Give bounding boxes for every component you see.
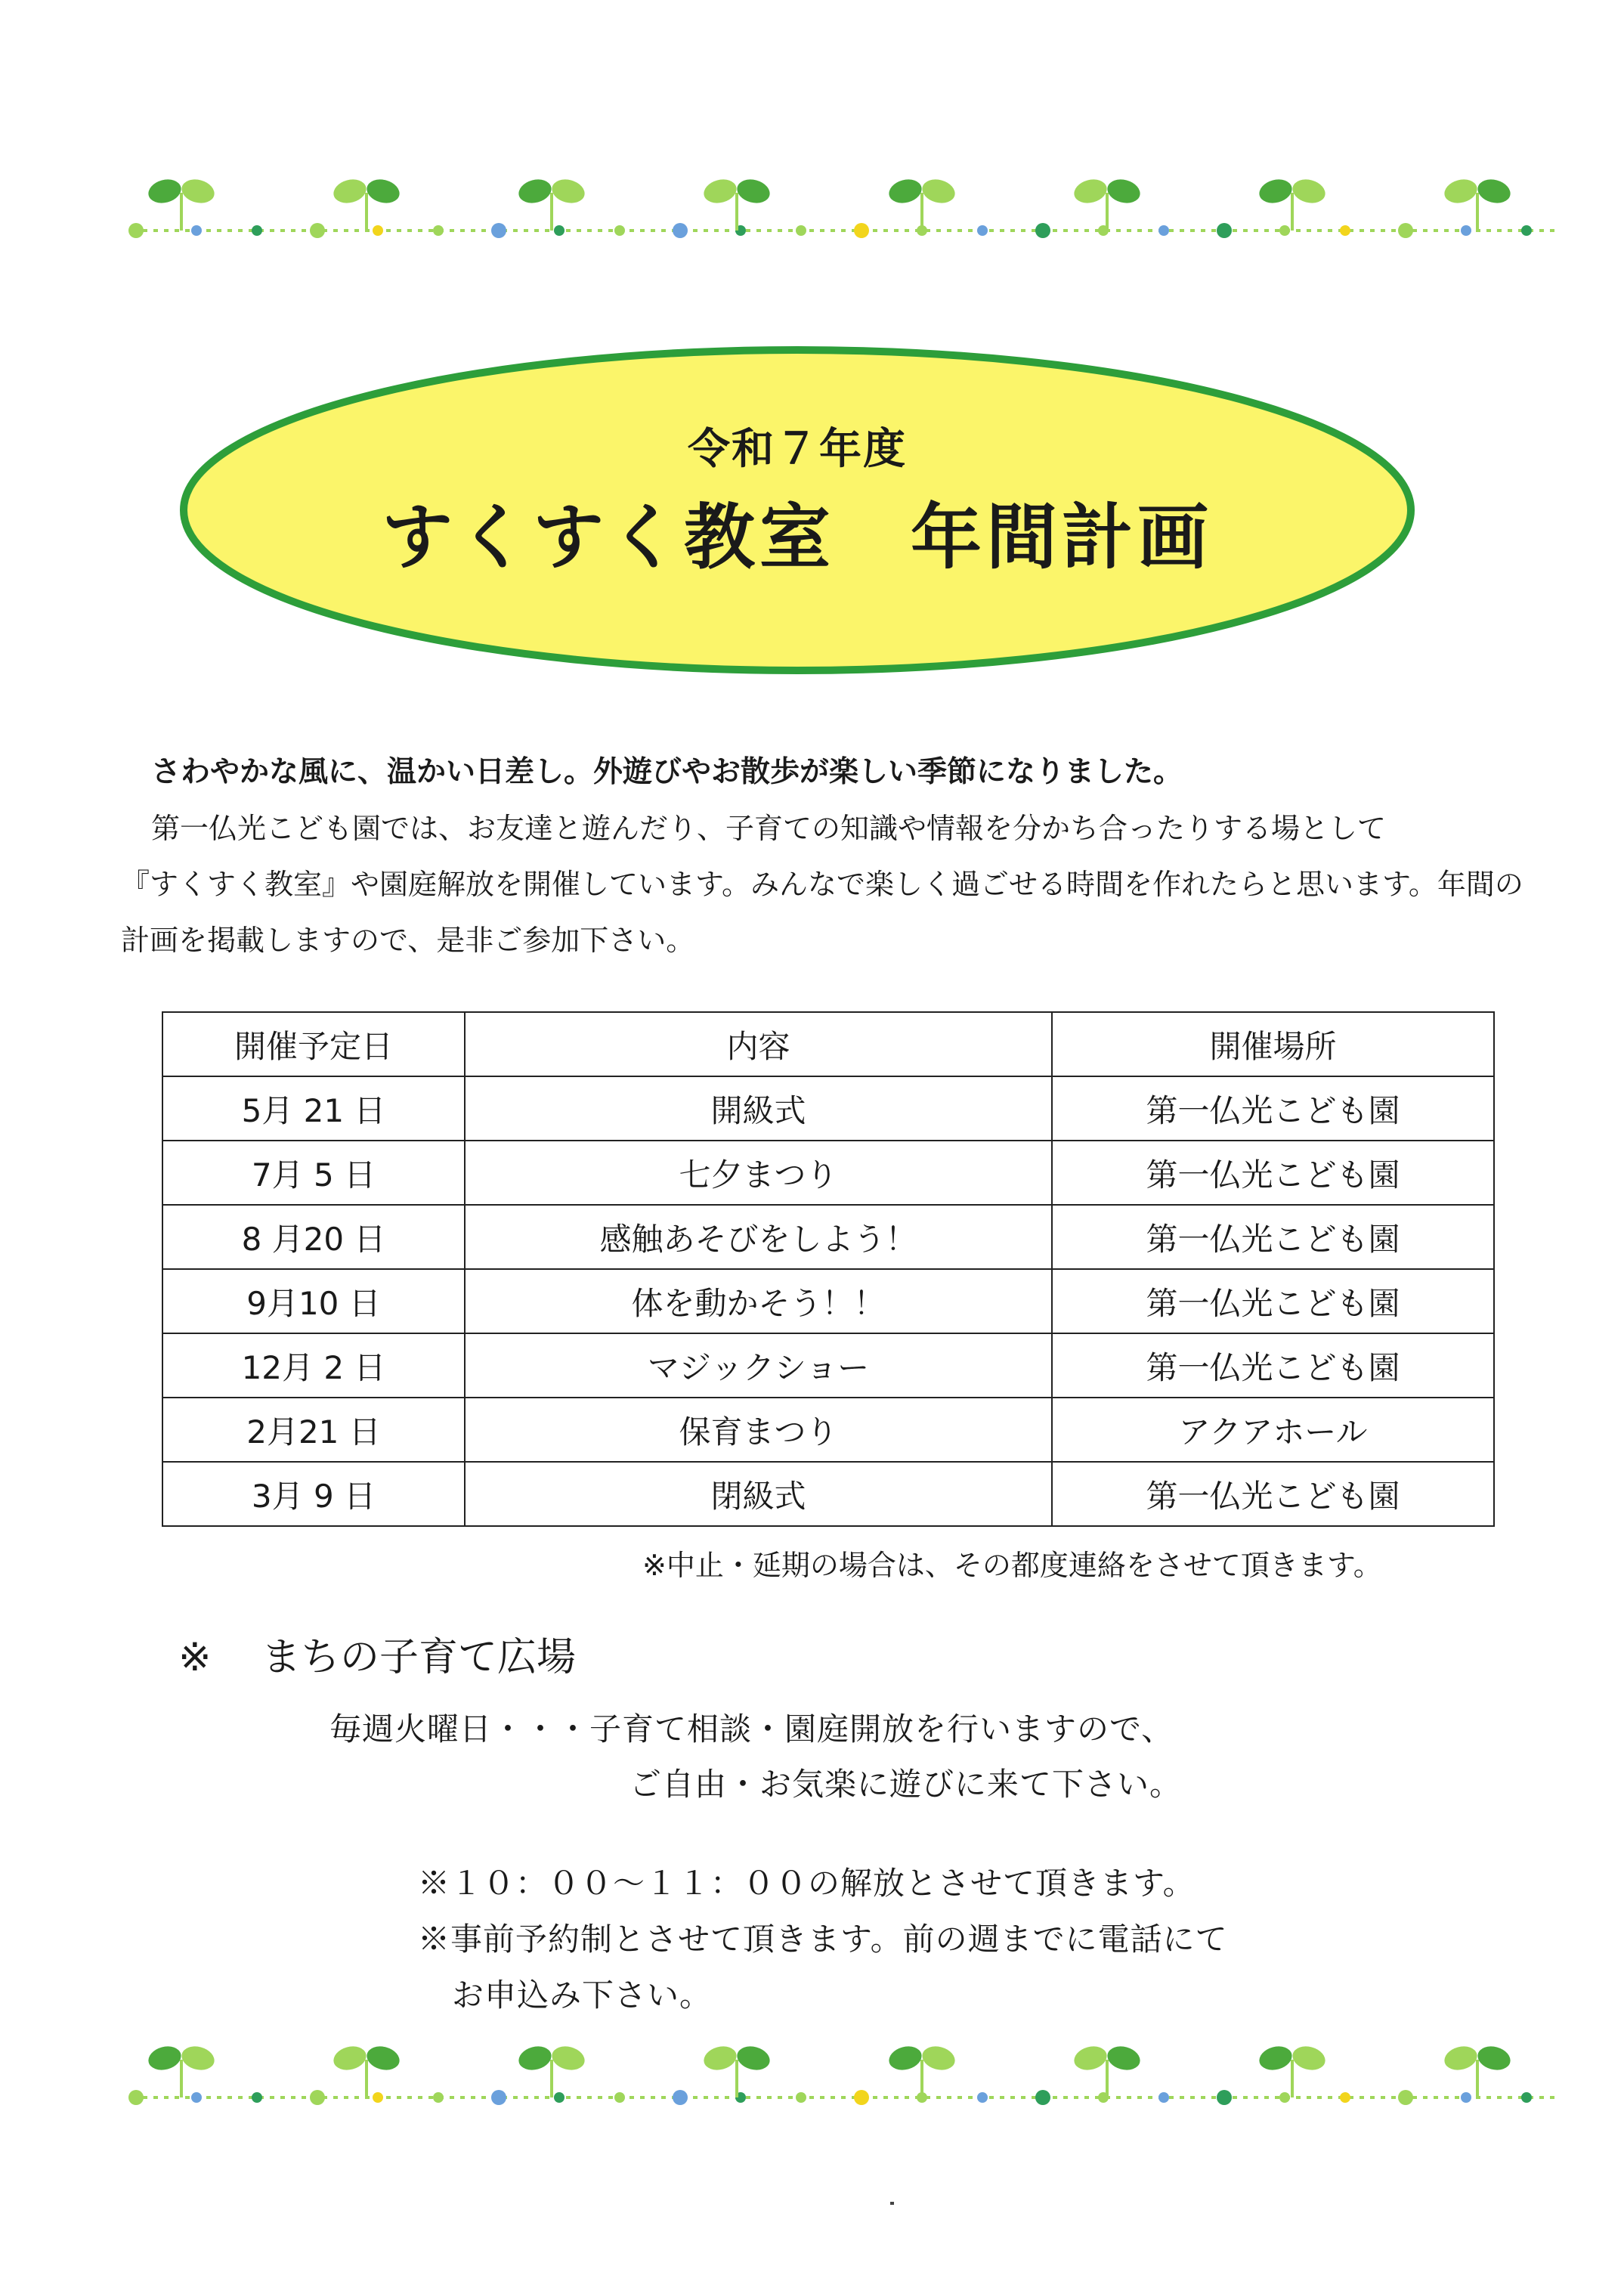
table-row xyxy=(162,1333,1494,1398)
sprout-icon xyxy=(701,2043,772,2097)
vine-bead xyxy=(1158,225,1169,236)
hiroba-heading xyxy=(178,1625,576,1682)
cell-date: 9月10 日 xyxy=(162,1269,465,1333)
vine-bead xyxy=(1398,2090,1413,2105)
cell-place: 第一仏光こども園 xyxy=(1052,1269,1494,1333)
hiroba-schedule-line: 毎週火曜日・・・子育て相談・園庭開放を行いますので、 xyxy=(329,1710,1174,1748)
cell-place: 第一仏光こども園 xyxy=(1052,1205,1494,1269)
column-header-content: 内容 xyxy=(465,1012,1052,1076)
schedule-table xyxy=(162,1011,1495,1527)
sprout-decoration xyxy=(128,170,1564,253)
sprout-decoration xyxy=(128,2037,1564,2120)
cell-content: 感触あそびをしよう！ xyxy=(465,1205,1052,1269)
vine-bead xyxy=(491,2090,506,2105)
vine-bead xyxy=(1461,225,1471,236)
reference-mark-icon: ※ xyxy=(178,1635,212,1680)
intro-line: 計画を掲載しますので、是非ご参加下さい。 xyxy=(121,924,695,957)
sprout-icon xyxy=(1257,176,1328,231)
cell-place: 第一仏光こども園 xyxy=(1052,1462,1494,1526)
table-row xyxy=(162,1141,1494,1205)
vine-bead xyxy=(1279,2092,1290,2103)
vine-bead xyxy=(1217,223,1232,238)
vine-bead xyxy=(1521,2092,1532,2103)
vine-bead xyxy=(673,2090,688,2105)
cell-date: 5月 21 日 xyxy=(162,1076,465,1141)
vine-bead xyxy=(252,2092,262,2103)
vine-bead xyxy=(191,225,202,236)
sprout-icon xyxy=(1442,176,1513,231)
cell-date: 7月 5 日 xyxy=(162,1141,465,1205)
vine-bead xyxy=(491,223,506,238)
vine-bead xyxy=(433,2092,444,2103)
table-row xyxy=(162,1205,1494,1269)
vine-bead xyxy=(614,225,625,236)
vine-bead xyxy=(554,2092,565,2103)
hiroba-title: まちの子育て広場 xyxy=(261,1635,577,1680)
hiroba-note-time: ※１０：００～１１：００の解放とさせて頂きます。 xyxy=(418,1865,1196,1902)
page-title: すくすく教室 年間計画 xyxy=(381,497,1213,579)
vine-bead xyxy=(854,2090,869,2105)
hiroba-notes xyxy=(418,1856,1228,2023)
vine-bead xyxy=(977,225,988,236)
cell-place: 第一仏光こども園 xyxy=(1052,1141,1494,1205)
intro-text xyxy=(121,745,1572,968)
vine-bead xyxy=(977,2092,988,2103)
cell-date: 8 月20 日 xyxy=(162,1205,465,1269)
title-banner xyxy=(178,344,1417,676)
cell-place: 第一仏光こども園 xyxy=(1052,1076,1494,1141)
cell-place: アクアホール xyxy=(1052,1398,1494,1462)
vine-bead xyxy=(373,225,383,236)
table-row xyxy=(162,1462,1494,1526)
vine-bead xyxy=(433,225,444,236)
vine-bead xyxy=(1340,2092,1350,2103)
cell-date: 12月 2 日 xyxy=(162,1333,465,1398)
sprout-icon xyxy=(331,2043,402,2097)
table-header-row xyxy=(162,1012,1494,1076)
intro-line: 第一仏光こども園では、お友達と遊んだり、子育ての知識や情報を分かち合ったりする場として xyxy=(151,812,1387,845)
sprout-icon xyxy=(516,176,587,231)
cell-content: マジックショー xyxy=(465,1333,1052,1398)
table-row xyxy=(162,1398,1494,1462)
vine-bead xyxy=(310,223,325,238)
vine-bead xyxy=(1398,223,1413,238)
vine-bead xyxy=(128,2090,144,2105)
sprout-icon xyxy=(1257,2043,1328,2097)
hiroba-invite-line: ご自由・お気楽に遊びに来て下さい。 xyxy=(629,1766,1183,1803)
table-row xyxy=(162,1076,1494,1141)
vine-bead xyxy=(796,2092,806,2103)
vine-bead xyxy=(554,225,565,236)
vine-bead xyxy=(1461,2092,1471,2103)
sprout-icon xyxy=(516,2043,587,2097)
sprout-icon xyxy=(1442,2043,1513,2097)
sprout-icon xyxy=(886,2043,957,2097)
era-label: 令和７年度 xyxy=(688,425,907,474)
vine-bead xyxy=(128,223,144,238)
vine-bead xyxy=(854,223,869,238)
cell-content: 閉級式 xyxy=(465,1462,1052,1526)
cell-place: 第一仏光こども園 xyxy=(1052,1333,1494,1398)
vine-bead xyxy=(1035,2090,1050,2105)
intro-line: 『すくすく教室』や園庭解放を開催しています。みんなで楽しく過ごせる時間を作れたらと思います。年間の xyxy=(121,868,1523,901)
vine-bead xyxy=(310,2090,325,2105)
vine-bead xyxy=(1035,223,1050,238)
sprout-border-bottom xyxy=(128,2037,1564,2120)
sprout-icon xyxy=(146,176,217,231)
sprout-icon xyxy=(146,2043,217,2097)
cell-date: 3月 9 日 xyxy=(162,1462,465,1526)
vine-bead xyxy=(1340,225,1350,236)
column-header-place: 開催場所 xyxy=(1052,1012,1494,1076)
intro-lead: さわやかな風に、温かい日差し。外遊びやお散歩が楽しい季節になりました。 xyxy=(151,755,1183,789)
sprout-icon xyxy=(1072,2043,1143,2097)
cancellation-note: ※中止・延期の場合は、その都度連絡をさせて頂きます。 xyxy=(642,1549,1382,1582)
cell-content: 開級式 xyxy=(465,1076,1052,1141)
column-header-date: 開催予定日 xyxy=(162,1012,465,1076)
vine-bead xyxy=(796,225,806,236)
vine-bead xyxy=(1279,225,1290,236)
vine-bead xyxy=(1521,225,1532,236)
sprout-icon xyxy=(331,176,402,231)
scan-speck xyxy=(890,2202,894,2205)
vine-bead xyxy=(673,223,688,238)
vine-bead xyxy=(252,225,262,236)
vine-bead xyxy=(614,2092,625,2103)
vine-bead xyxy=(373,2092,383,2103)
sprout-border-top xyxy=(128,170,1564,253)
vine-bead xyxy=(1158,2092,1169,2103)
vine-bead xyxy=(191,2092,202,2103)
cell-content: 体を動かそう！！ xyxy=(465,1269,1052,1333)
cell-date: 2月21 日 xyxy=(162,1398,465,1462)
sprout-icon xyxy=(886,176,957,231)
cell-content: 七夕まつり xyxy=(465,1141,1052,1205)
table-row xyxy=(162,1269,1494,1333)
vine-bead xyxy=(1217,2090,1232,2105)
sprout-icon xyxy=(701,176,772,231)
hiroba-note-reservation: ※事前予約制とさせて頂きます。前の週までに電話にて xyxy=(418,1921,1228,1958)
sprout-icon xyxy=(1072,176,1143,231)
hiroba-note-reservation-cont: お申込み下さい。 xyxy=(452,1977,713,2014)
cell-content: 保育まつり xyxy=(465,1398,1052,1462)
